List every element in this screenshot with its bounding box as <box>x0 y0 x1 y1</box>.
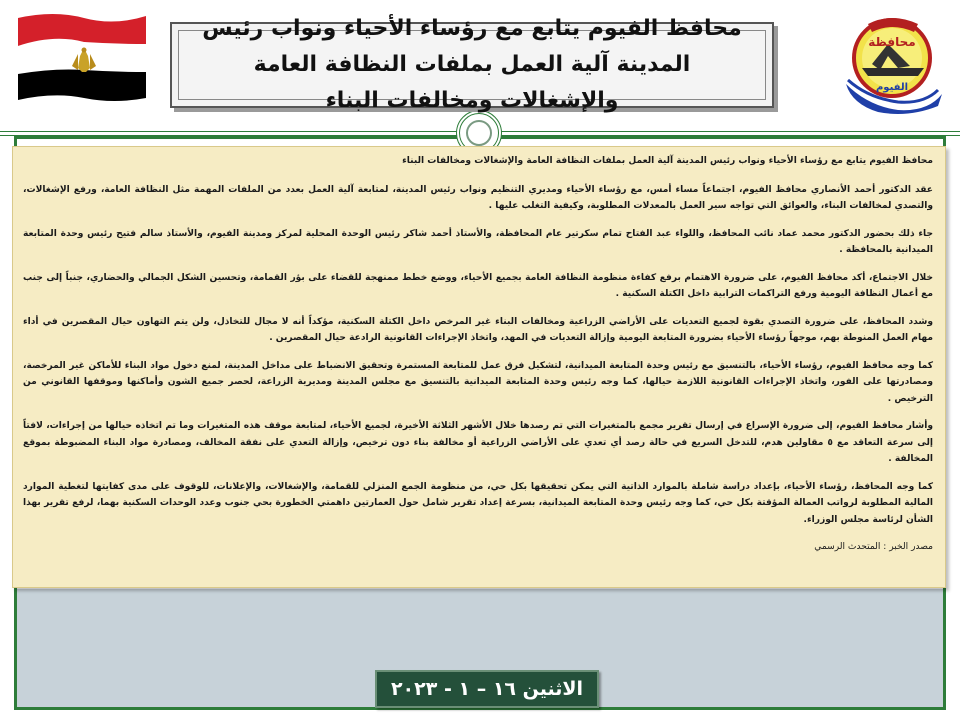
fayoum-governorate-logo <box>838 14 946 118</box>
article-paragraph: وشدد المحافظ، على ضرورة التصدي بقوة لجميع التعديات على الأراضي الزراعية ومخالفات البناء غير المرخص داخل الكتلة السكنية، مؤكداً أنه لا مجال للتخاذل، ولن يتم التهاون حيال المقصرين في أداء مهام العمل المنوطة بهم، موجهاً رؤساء الأحياء بضرورة المتابعة اليومية وإزالة التعديات في المهد، واتخاذ الإجراءات القانونية الرادعة حيال المقصرين . <box>23 316 933 343</box>
headline-banner <box>170 16 774 113</box>
news-source: مصدر الخبر : المتحدث الرسمي <box>814 542 933 552</box>
article-body <box>23 153 933 556</box>
article-paragraph: عقد الدكتور أحمد الأنصاري محافظ الفيوم، اجتماعاً مساء أمس، مع رؤساء الأحياء ومديري التنظيم ونواب رئيس المدينة، لمتابعة آلية العمل بعدد من الملفات المهمة مثل النظافة العامة، ورفع الإشغالات، والتصدي لمخالفات البناء، والعوائق التي تواجه سير العمل بالمعدلات المطلوبة، وكيفية التغلب عليها . <box>23 184 933 211</box>
article-headline: محافظ الفيوم يتابع مع رؤساء الأحياء ونواب رئيس المدينة آلية العمل بملفات النظافة العامة والإشغالات ومخالفات البناء <box>402 156 933 166</box>
article-paragraph: خلال الاجتماع، أكد محافظ الفيوم، على ضرورة الاهتمام برفع كفاءة منظومة النظافة العامة بجميع الأحياء، ووضع خطط ممنهجة للقضاء على بؤر القمامة، وتحسين الشكل الجمالي والحضاري، جنباً إلى جنب مع أعمال النظافة اليومية ورفع التراكمات الترابية داخل الكتلة السكنية . <box>23 272 933 299</box>
article-panel <box>12 146 946 588</box>
svg-text:الفيوم: الفيوم <box>875 82 909 93</box>
article-paragraph: وأشار محافظ الفيوم، إلى ضرورة الإسراع في إرسال تقرير مجمع بالمتغيرات التي تم رصدها خلال الأشهر الثلاثة الأخيرة، لجميع الأحياء، لمتابعة موقف هذه المتغيرات وما تم اتخاذه حيالها من إجراءات، لافتاً إلى سرعة التعاقد مع ٥ مقاولين هدم، للتدخل السريع في حالة رصد أي تعدي على الأراضي الزراعية أو مخالفة بناء دون ترخيص، وإزالة التعدي على نفقة المخالف، ومصادرة مواد البناء المضبوطة بموقع المخالفة . <box>23 421 933 464</box>
publish-date: الاثنين ١٦ – ١ - ٢٠٢٣ <box>390 678 584 700</box>
page-title: محافظ الفيوم يتابع مع رؤساء الأحياء ونواب رئيس المدينة آلية العمل بملفات النظافة العامة والإشغالات ومخالفات البناء <box>202 16 742 113</box>
egypt-flag-icon <box>14 10 150 104</box>
article-paragraph: جاء ذلك بحضور الدكتور محمد عماد نائب المحافظ، واللواء عبد الفتاح تمام سكرتير عام المحافظة، والأستاذ أحمد شاكر رئيس الوحدة المحلية لمركز ومدينة الفيوم، والأستاذ سالم فتيح رئيس وحدة المتابعة الميدانية بالمحافظة . <box>23 228 933 255</box>
date-badge <box>375 670 599 708</box>
svg-text:محافظة: محافظة <box>868 35 916 49</box>
article-paragraph: كما وجه المحافظ، رؤساء الأحياء، بإعداد دراسة شاملة بالموارد الذاتية التي يمكن تحقيقها بكل حي، من منظومة الجمع المنزلي للقمامة، والإشغالات، والإعلانات، للوقوف على مدى كفايتها لتغطية الموارد المالية المطلوبة لرواتب العمالة المؤقتة بكل حي، كما وجه رئيس وحدة المتابعة الميدانية، بسرعة إعداد تقرير شامل حول العمارتين داهمتي الخطورة بحي جنوب وعدد الوحدات السكنية بهما، لرفع تقرير بهذا الشأن لرئاسة مجلس الوزراء. <box>23 481 933 525</box>
article-paragraph: كما وجه محافظ الفيوم، رؤساء الأحياء، بالتنسيق مع رئيس وحدة المتابعة الميدانية، لتشكيل فرق عمل للمتابعة المستمرة وتحقيق الانضباط على مداخل المدينة، لمنع دخول مواد البناء للأماكن غير المرخصة، ومصادرتها على الفور، واتخاذ الإجراءات القانونية اللازمة حيالها، كما وجه رئيس وحدة المتابعة الميدانية بالتنسيق مع مجلس المدينة ومديرية الزراعة، لحصر جميع الشون وأماكنها وموقفها القانوني من الترخيص . <box>23 360 933 404</box>
